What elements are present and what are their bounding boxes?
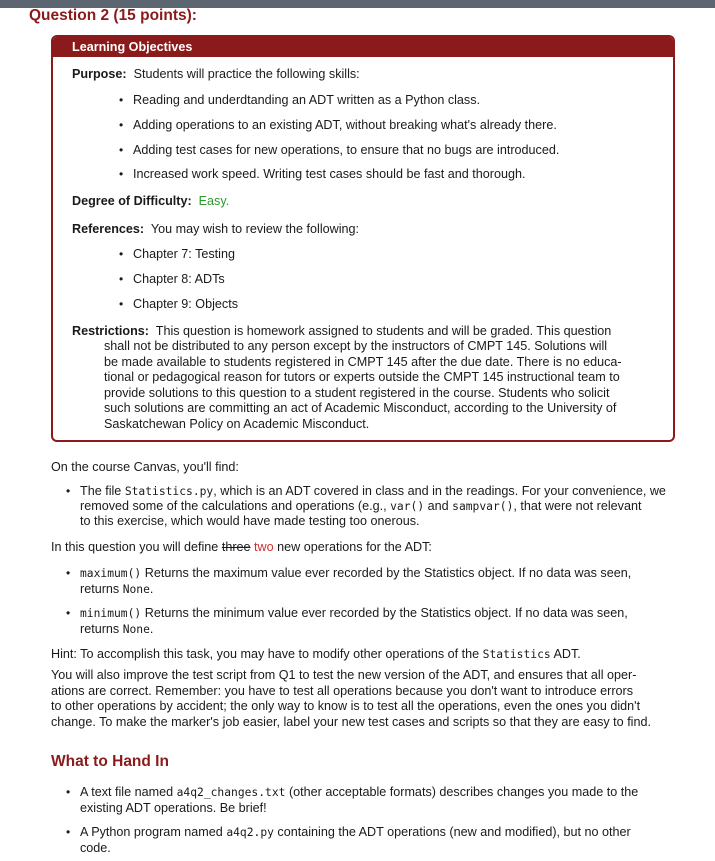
op-description: . — [149, 582, 154, 596]
improve-line: to other operations by accident; the only way to know is to test all the operations, even the ones you didn't — [51, 699, 641, 713]
hint-text: ADT. — [553, 647, 581, 661]
code-maximum: maximum() — [80, 567, 142, 580]
improve-line: change. To make the marker's job easier, label your new test cases and scripts so that they are easy to find. — [51, 715, 651, 729]
references-line — [72, 222, 359, 236]
bullet-icon: • — [119, 93, 124, 107]
restrictions-text: tional or pedagogical reason for tutors or experts outside the CMPT 145 instructional team to — [104, 370, 620, 384]
restrictions-label: Restrictions: — [72, 324, 149, 338]
op-description: returns — [80, 622, 120, 636]
question-title: Question 2 (15 points): — [29, 7, 197, 24]
op-description: . — [149, 622, 154, 636]
canvas-item-text: The file — [80, 484, 122, 498]
handin-item-2-line-1 — [80, 825, 631, 839]
hint-text: Hint: To accomplish this task, you may have to modify other operations of the — [51, 647, 480, 661]
file-name: a4q2.py — [226, 826, 274, 839]
canvas-item-line-3: to this exercise, which would have made testing too onerous. — [80, 514, 420, 528]
references-intro: You may wish to review the following: — [150, 222, 360, 236]
canvas-intro: On the course Canvas, you'll find: — [51, 460, 239, 474]
restrictions-line-1 — [72, 324, 611, 338]
restrictions-text: be made available to students registered in CMPT 145 after the due date. There is no educa- — [104, 355, 622, 369]
improve-line: You will also improve the test script from Q1 to test the new version of the ADT, and ensures that all oper- — [51, 668, 637, 682]
handin-item-1-line-2: existing ADT operations. Be brief! — [80, 801, 267, 815]
bullet-icon: • — [66, 825, 71, 839]
references-label: References: — [72, 222, 145, 236]
purpose-item: Increased work speed. Writing test cases should be fast and thorough. — [133, 167, 526, 181]
purpose-intro: Students will practice the following skills: — [133, 67, 360, 81]
define-text: new operations for the ADT: — [277, 540, 432, 554]
canvas-item-text: and — [427, 499, 449, 513]
bullet-icon: • — [66, 484, 71, 498]
improve-line: ations are correct. Remember: you have to test all operations because you don't want to introduce errors — [51, 684, 634, 698]
op-minimum-line-1 — [80, 606, 628, 620]
define-line — [51, 540, 432, 554]
bullet-icon: • — [119, 167, 124, 181]
file-name: Statistics.py — [124, 485, 214, 498]
bullet-icon: • — [119, 247, 124, 261]
canvas-item-text: , that were not relevant — [513, 499, 642, 513]
bullet-icon: • — [66, 785, 71, 799]
purpose-item: Adding test cases for new operations, to ensure that no bugs are introduced. — [133, 143, 560, 157]
difficulty-label: Degree of Difficulty: — [72, 194, 192, 208]
handin-text: A Python program named — [80, 825, 223, 839]
code-sampvar: sampvar() — [452, 500, 514, 513]
difficulty-line — [72, 194, 229, 208]
op-description: Returns the maximum value ever recorded by the Statistics object. If no data was seen, — [144, 566, 632, 580]
restrictions-text: such solutions are committing an act of Academic Misconduct, according to the University of — [104, 401, 617, 415]
restrictions-text: shall not be distributed to any person except by the instructors of CMPT 145. Solutions will — [104, 339, 608, 353]
bullet-icon: • — [119, 297, 124, 311]
purpose-item: Adding operations to an existing ADT, without breaking what's already there. — [133, 118, 557, 132]
handin-item-1-line-1 — [80, 785, 638, 799]
define-text: In this question you will define — [51, 540, 219, 554]
struck-word: three — [221, 540, 251, 554]
handin-text: A text file named — [80, 785, 174, 799]
reference-item: Chapter 9: Objects — [133, 297, 238, 311]
reference-item: Chapter 7: Testing — [133, 247, 235, 261]
restrictions-text: provide solutions to this question to a student registered in the course. Students who solicit — [104, 386, 610, 400]
op-maximum-line-2 — [80, 582, 153, 596]
corrected-word: two — [254, 540, 274, 554]
hint-line — [51, 647, 581, 661]
purpose-item: Reading and underdtanding an ADT written as a Python class. — [133, 93, 481, 107]
code-minimum: minimum() — [80, 607, 142, 620]
purpose-line — [72, 67, 360, 81]
code-var: var() — [390, 500, 425, 513]
canvas-item-text: removed some of the calculations and operations (e.g., — [80, 499, 387, 513]
bullet-icon: • — [119, 272, 124, 286]
reference-item: Chapter 8: ADTs — [133, 272, 225, 286]
handin-item-2-line-2: code. — [80, 841, 111, 855]
restrictions-text: This question is homework assigned to students and will be graded. This question — [155, 324, 612, 338]
canvas-item-line-1 — [80, 484, 666, 498]
code-statistics: Statistics — [482, 648, 551, 661]
canvas-item-line-2 — [80, 499, 641, 513]
bullet-icon: • — [119, 118, 124, 132]
bullet-icon: • — [66, 606, 71, 620]
op-maximum-line-1 — [80, 566, 631, 580]
learning-objectives-header: Learning Objectives — [53, 37, 673, 57]
hand-in-heading: What to Hand In — [51, 753, 169, 770]
code-none: None — [122, 583, 150, 596]
bullet-icon: • — [66, 566, 71, 580]
bullet-icon: • — [119, 143, 124, 157]
code-none: None — [122, 623, 150, 636]
canvas-item-text: , which is an ADT covered in class and in the readings. For your convenience, we — [213, 484, 666, 498]
op-minimum-line-2 — [80, 622, 153, 636]
difficulty-value: Easy. — [198, 194, 230, 208]
op-description: Returns the minimum value ever recorded by the Statistics object. If no data was seen, — [144, 606, 628, 620]
handin-text: (other acceptable formats) describes changes you made to the — [288, 785, 639, 799]
file-name: a4q2_changes.txt — [176, 786, 286, 799]
op-description: returns — [80, 582, 120, 596]
handin-text: containing the ADT operations (new and modified), but no other — [277, 825, 631, 839]
restrictions-text: Saskatchewan Policy on Academic Misconduct. — [104, 417, 370, 431]
purpose-label: Purpose: — [72, 67, 127, 81]
